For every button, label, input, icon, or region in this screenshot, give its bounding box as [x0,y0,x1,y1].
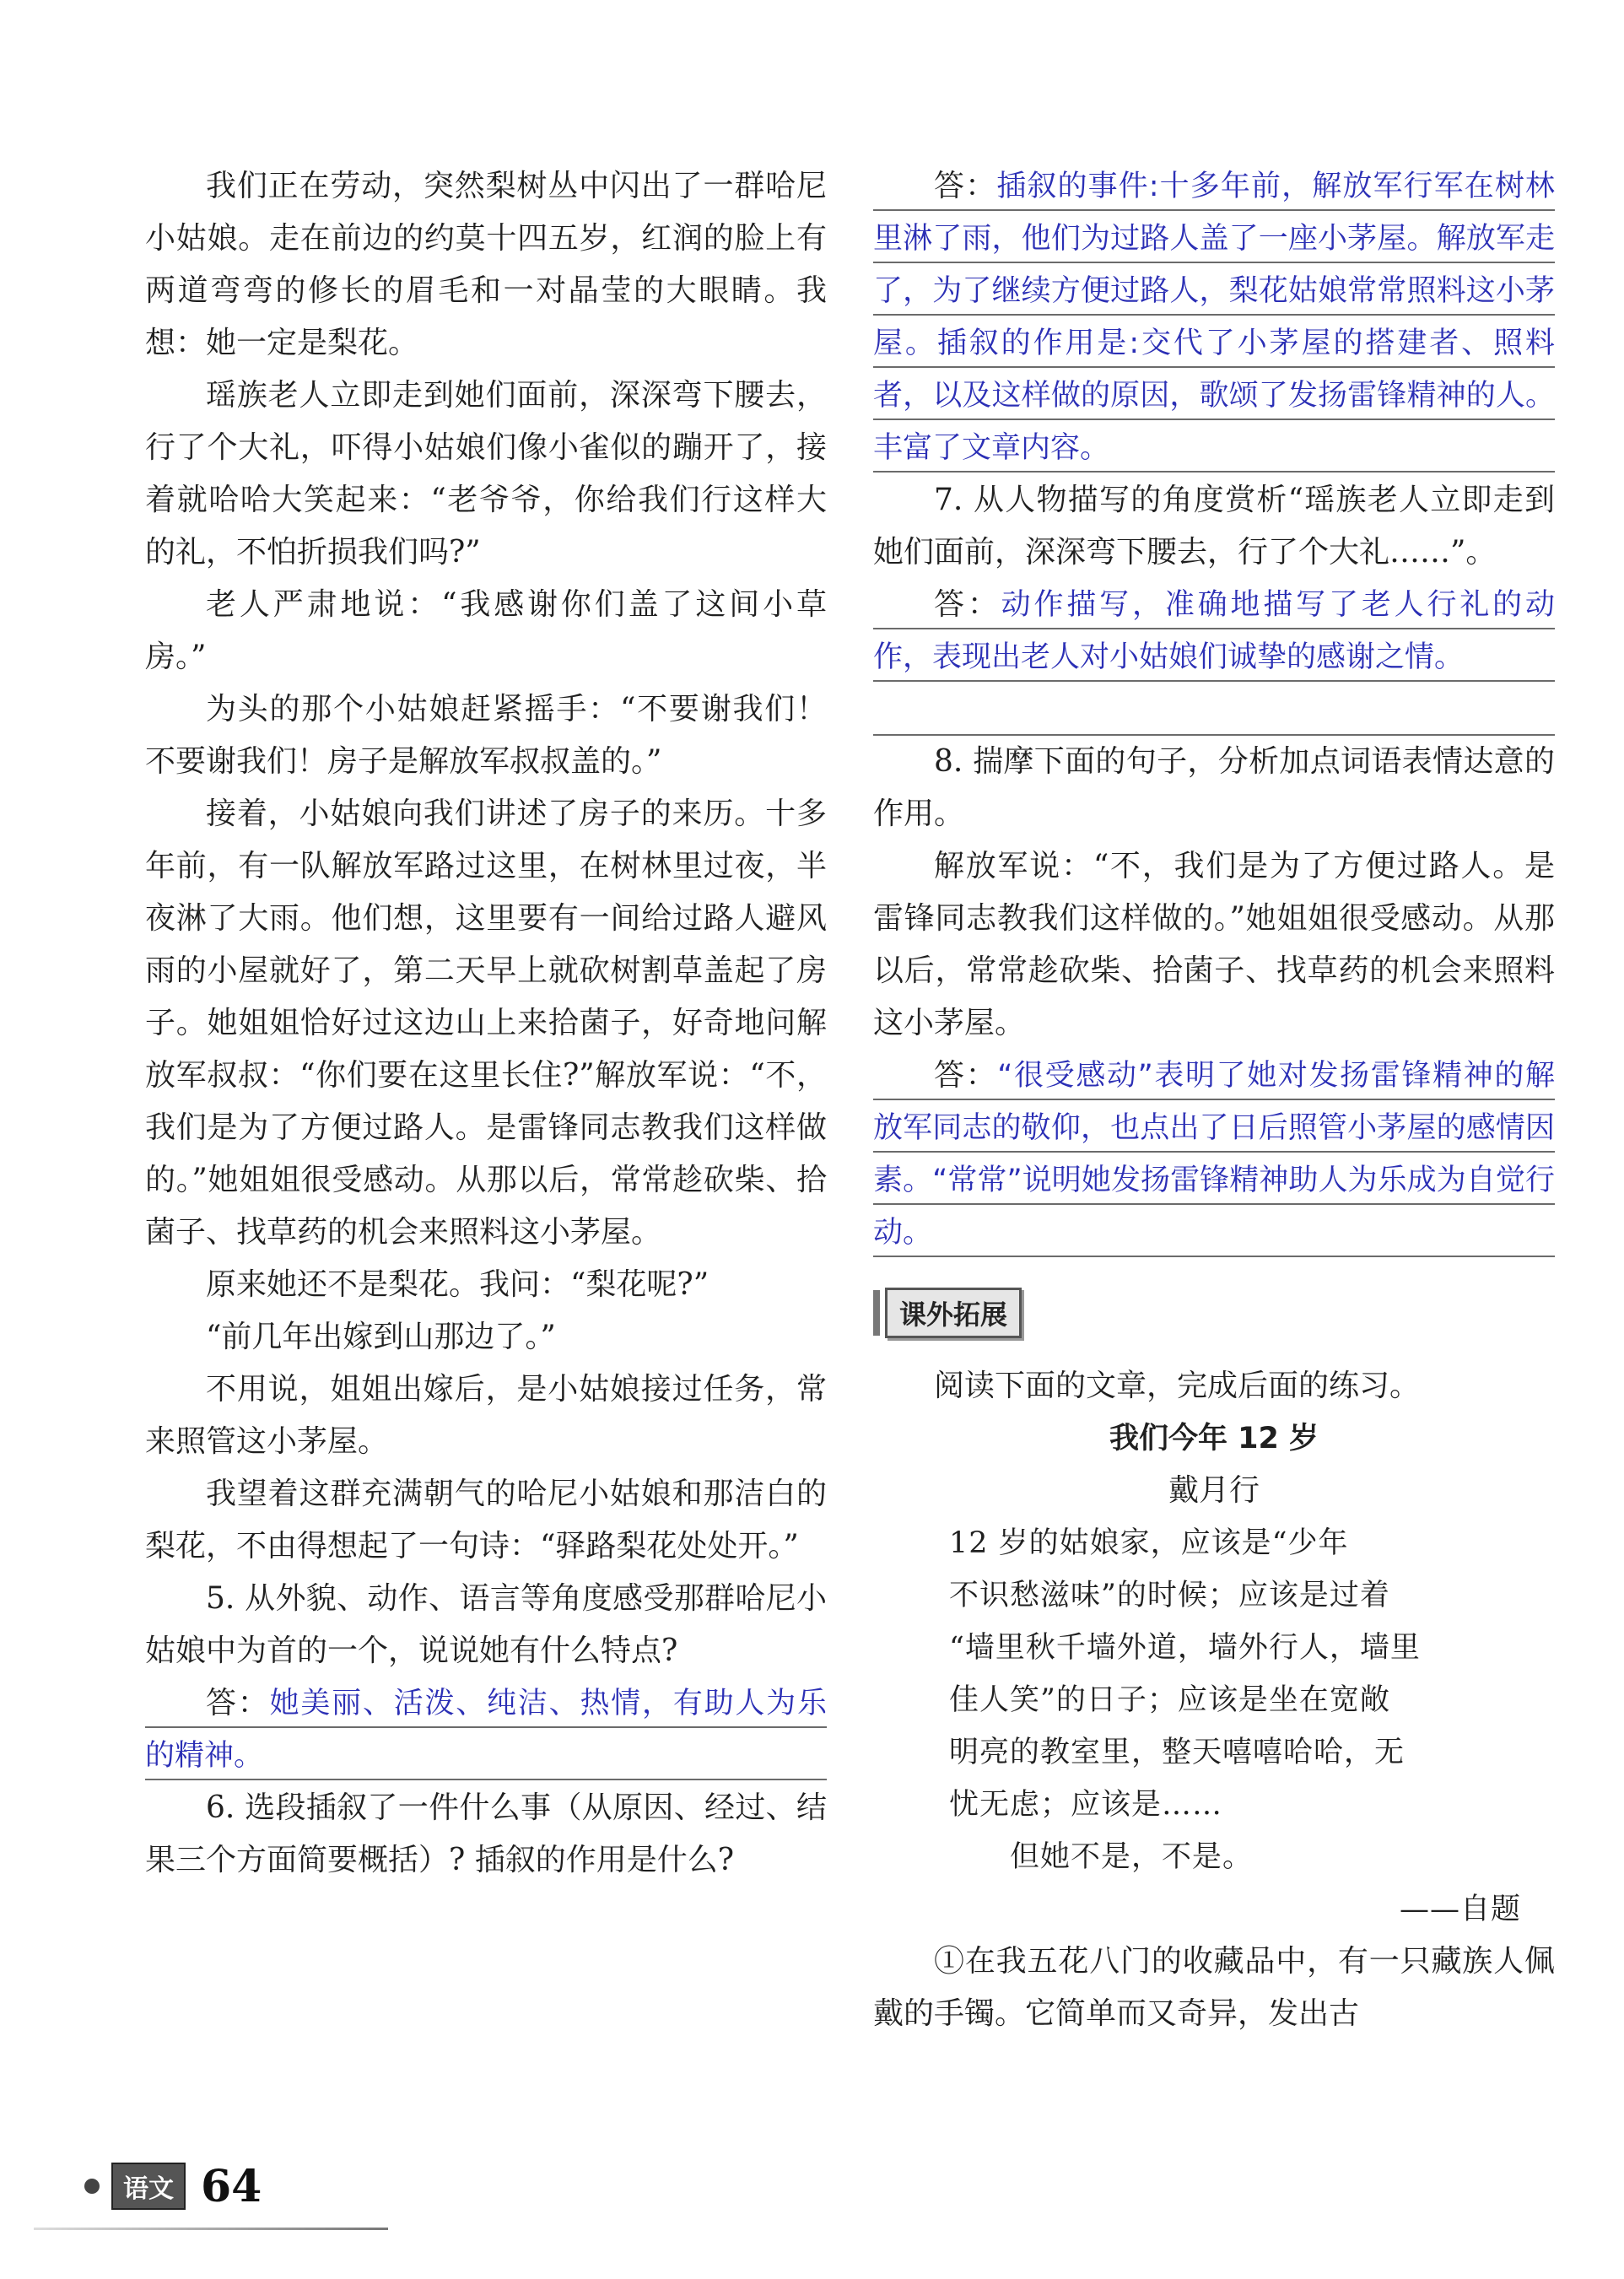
answer-8-block [873,1050,1555,1259]
epigraph-line: 但她不是，不是。 [1010,1840,1254,1874]
answer-8-text: “很受感动”表明了她对发扬雷锋精神的解放军同志的敬仰，也点出了日后照管小茅屋的感情因素。“常常”说明她发扬雷锋精神助人为乐成为自觉行动。 [873,1059,1555,1250]
page-footer [84,2157,422,2216]
question-8: 8. 揣摩下面的句子，分析加点词语表情达意的作用。 [873,744,1555,831]
passage-paragraph: 我望着这群充满朝气的哈尼小姑娘和那洁白的梨花，不由得想起了一句诗：“驿路梨花处处开。” [145,1477,827,1563]
article-paragraph-1: ①在我五花八门的收藏品中，有一只藏族人佩戴的手镯。它简单而又奇异，发出古 [873,1944,1555,2031]
right-column [873,160,1555,2040]
reading-instruction: 阅读下面的文章，完成后面的练习。 [934,1369,1421,1403]
blank-answer-line [873,683,1555,736]
question-8-quote: 解放军说：“不，我们是为了方便过路人。是雷锋同志教我们这样做的。”她姐姐很受感动。从那以后，常常趁砍柴、拾菌子、找草药的机会来照料这小茅屋。 [873,849,1555,1040]
answer-5 [145,1677,827,1782]
answer-5-text: 她美丽、活泼、纯洁、热情，有助人为乐的精神。 [145,1687,827,1773]
footer-rule [34,2228,388,2230]
answer-6 [873,160,1555,474]
passage-paragraph: 为头的那个小姑娘赶紧摇手：“不要谢我们！不要谢我们！房子是解放军叔叔盖的。” [145,692,827,779]
footer-dot-icon [84,2179,100,2194]
answer-label: 答： [934,169,997,203]
answer-7-block [873,579,1555,736]
question-5: 5. 从外貌、动作、语言等角度感受那群哈尼小姑娘中为首的一个，说说她有什么特点? [145,1581,827,1668]
epigraph-line: 明亮的教室里，整天嘻嘻哈哈，无 [949,1736,1405,1769]
answer-label: 答： [206,1686,270,1720]
passage-paragraph: 原来她还不是梨花。我问：“梨花呢?” [206,1267,709,1302]
passage-paragraph: 瑶族老人立即走到她们面前，深深弯下腰去，行了个大礼，吓得小姑娘们像小雀似的蹦开了，接着就哈哈大笑起来：“老爷爷，你给我们行这样大的礼，不怕折损我们吗?” [145,378,827,570]
tag-bar [873,1290,880,1336]
epigraph-line: 不识愁滋味”的时候；应该是过着 [949,1579,1390,1612]
answer-5-block [145,1677,827,1782]
epigraph-source: ——自题 [1399,1893,1521,1926]
passage-paragraph: 接着，小姑娘向我们讲述了房子的来历。十多年前，有一队解放军路过这里，在树林里过夜，半夜淋了大雨。他们想，这里要有一间给过路人避风雨的小屋就好了，第二天早上就砍树割草盖起了房子。她姐姐恰好过这边山上来拾菌子，好奇地问解放军叔叔：“你们要在这里长住?”解放军说：“不，我们是为了方便过路人。是雷锋同志教我们这样做的。”她姐姐很受感动。从那以后，常常趁砍柴、拾菌子、找草药的机会来照料这小茅屋。 [145,797,827,1250]
epigraph [873,1517,1555,1936]
epigraph-line: “墙里秋千墙外道，墙外行人，墙里 [949,1631,1421,1665]
subject-badge: 语文 [111,2163,186,2210]
section-tag-extension [873,1288,1022,1338]
left-column [145,160,827,1887]
answer-7 [873,579,1555,683]
epigraph-line: 12 岁的姑娘家，应该是“少年 [949,1526,1349,1560]
answer-6-block [873,160,1555,474]
question-6: 6. 选段插叙了一件什么事（从原因、经过、结果三个方面简要概括）? 插叙的作用是什么? [145,1790,827,1877]
answer-label: 答： [934,587,1001,622]
epigraph-line: 忧无虑；应该是…… [949,1788,1223,1822]
section-tag-label: 课外拓展 [885,1288,1022,1338]
page-number: 64 [201,2160,262,2212]
article-title: 我们今年 12 岁 [1109,1422,1319,1455]
article-author: 戴月行 [1168,1473,1260,1508]
answer-7-text: 动作描写，准确地描写了老人行礼的动作，表现出老人对小姑娘们诚挚的感谢之情。 [873,588,1555,674]
answer-label: 答： [934,1058,998,1093]
answer-8 [873,1050,1555,1259]
answer-6-text: 插叙的事件:十多年前，解放军行军在树林里淋了雨，他们为过路人盖了一座小茅屋。解放军走了，为了继续方便过路人，梨花姑娘常常照料这小茅屋。插叙的作用是:交代了小茅屋的搭建者、照料者，以及这样做的原因，歌颂了发扬雷锋精神的人。丰富了文章内容。 [873,170,1555,465]
question-7: 7. 从人物描写的角度赏析“瑶族老人立即走到她们面前，深深弯下腰去，行了个大礼……”。 [873,483,1555,570]
epigraph-line: 佳人笑”的日子；应该是坐在宽敞 [949,1683,1390,1717]
passage-paragraph: “前几年出嫁到山那边了。” [206,1320,556,1354]
passage-paragraph: 不用说，姐姐出嫁后，是小姑娘接过任务，常来照管这小茅屋。 [145,1372,827,1459]
passage-paragraph: 老人严肃地说：“我感谢你们盖了这间小草房。” [145,587,827,674]
passage-paragraph: 我们正在劳动，突然梨树丛中闪出了一群哈尼小姑娘。走在前边的约莫十四五岁，红润的脸上有两道弯弯的修长的眉毛和一对晶莹的大眼睛。我想：她一定是梨花。 [145,169,827,360]
